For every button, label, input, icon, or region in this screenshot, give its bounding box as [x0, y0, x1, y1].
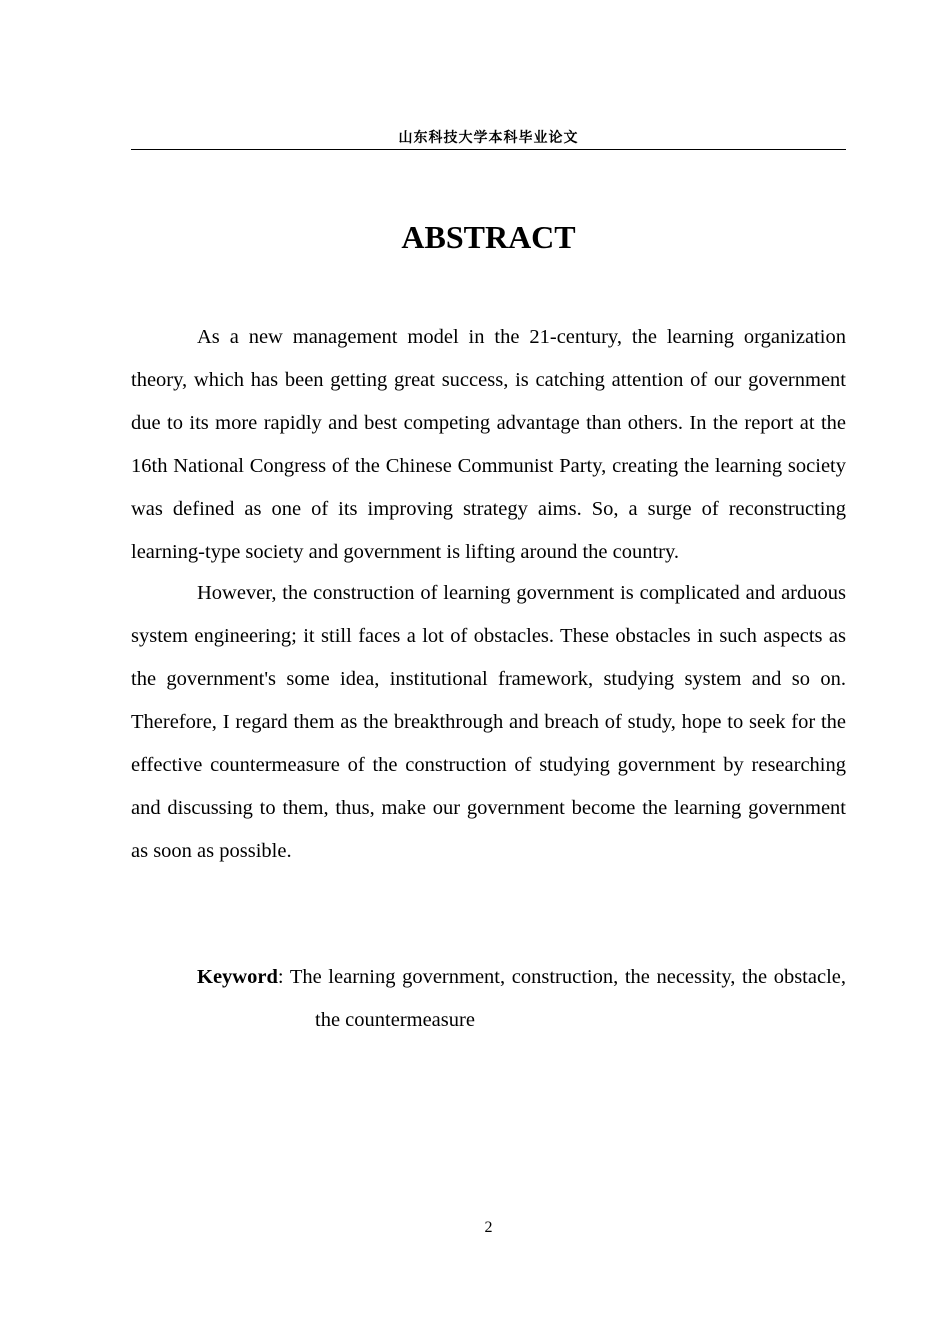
- keywords-label: Keyword: [197, 966, 278, 988]
- running-header: 山东科技大学本科毕业论文: [131, 128, 846, 150]
- keywords-block: [197, 956, 846, 1042]
- keywords-separator: :: [277, 966, 284, 988]
- abstract-paragraph-2: However, the construction of learning government is complicated and arduous system engineering; it still faces a lot of obstacles. These obstacles in such aspects as the government's some idea, institutional framework, studying system and so on. Therefore, I regard them as the breakthrough and breach of study, hope to seek for the effective countermeasure of the construction of studying government by researching and discussing to them, thus, make our government become the learning government as soon as possible.: [131, 582, 846, 862]
- abstract-body: [131, 316, 846, 873]
- abstract-paragraph-1: As a new management model in the 21-century, the learning organization theory, which has been getting great success, is catching attention of our government due to its more rapidly and best competing advantage than others. In the report at the 16th National Congress of the Chinese Communist Party, creating the learning society was defined as one of its improving strategy aims. So, a surge of reconstructing learning-type society and government is lifting around the country.: [131, 326, 846, 563]
- page-number: 2: [484, 1219, 493, 1236]
- abstract-heading: ABSTRACT: [401, 219, 576, 255]
- keywords-text: The learning government, construction, the necessity, the obstacle, the countermeasure: [289, 966, 846, 1031]
